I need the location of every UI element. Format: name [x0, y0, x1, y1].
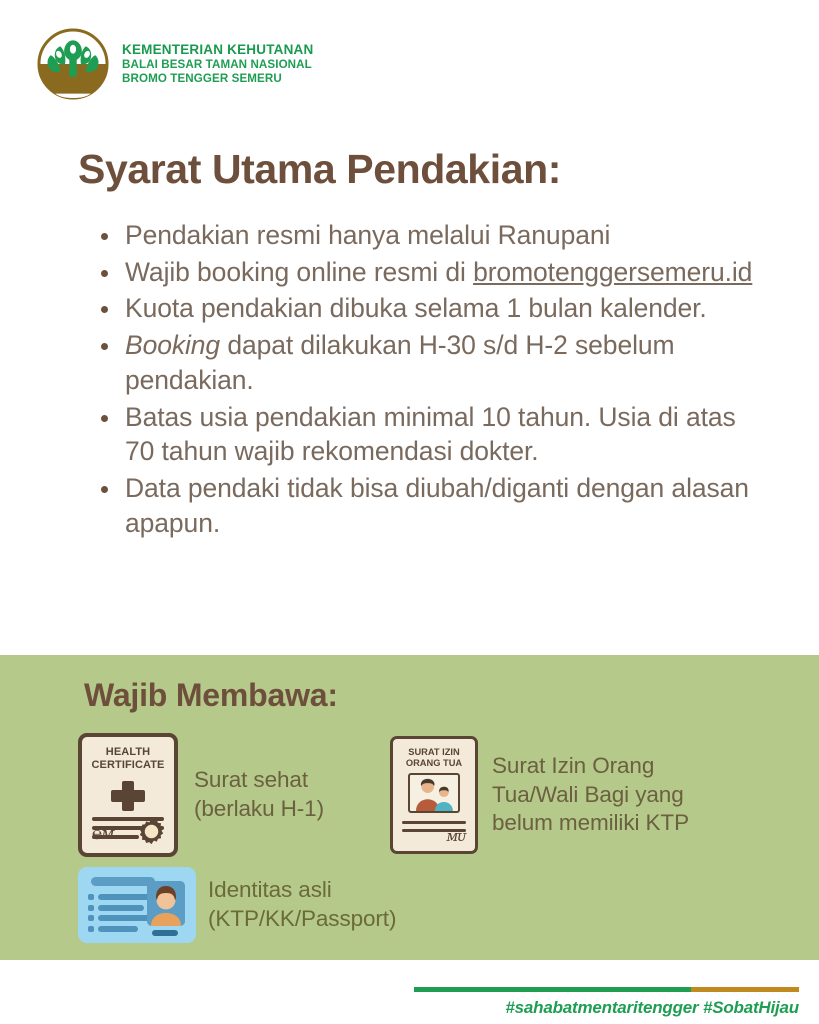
identity-card-label-line2: (KTP/KK/Passport)	[208, 906, 397, 931]
parent-child-photo-icon	[408, 773, 460, 813]
health-certificate-title-line2: CERTIFICATE	[91, 758, 165, 771]
page-title: Syarat Utama Pendakian:	[78, 146, 562, 192]
requirements-list	[95, 218, 755, 542]
footer-divider-bar	[414, 987, 799, 992]
list-item: Batas usia pendakian minimal 10 tahun. Usia di atas 70 tahun wajib rekomendasi dokter.	[95, 400, 755, 469]
health-certificate-label-line1: Surat sehat	[194, 767, 308, 793]
identity-card-label-line1: Identitas asli	[208, 877, 332, 903]
list-item: Data pendaki tidak bisa diubah/diganti dengan alasan apapun.	[95, 471, 755, 540]
id-card-header-bar	[91, 877, 155, 886]
id-card-detail-lines	[88, 894, 150, 936]
bring-item-health-certificate	[78, 733, 324, 857]
id-portrait-photo-icon	[147, 881, 185, 926]
id-card-icon	[78, 867, 196, 943]
header-logo-block	[36, 27, 313, 101]
health-certificate-icon	[78, 733, 178, 857]
bring-item-identity-card	[78, 867, 396, 943]
signature-icon: ℮ᴍ	[92, 824, 114, 844]
signature-icon: ᴍᴜ	[446, 827, 465, 845]
parental-permission-letter-icon	[390, 736, 478, 854]
parental-permission-title-line2: ORANG TUA	[405, 757, 463, 768]
health-certificate-card-title	[82, 746, 174, 771]
parental-permission-label-line1: Surat Izin Orang	[492, 752, 655, 778]
parental-permission-label-line3: belum memiliki KTP	[492, 810, 689, 836]
org-line-1: KEMENTERIAN KEHUTANAN	[122, 41, 314, 57]
footer	[0, 960, 819, 1024]
parental-permission-title-line1: SURAT IZIN	[408, 747, 460, 757]
list-item	[95, 255, 755, 290]
org-name-block	[122, 42, 313, 87]
identity-card-label	[208, 876, 396, 934]
footer-hashtags: #sahabatmentaritengger #SobatHijau	[505, 998, 799, 1017]
bring-section-title: Wajib Membawa:	[84, 677, 338, 713]
list-item-text: Wajib booking online resmi di	[125, 256, 474, 287]
footer-bar-gold-segment	[691, 987, 799, 992]
health-certificate-label-line2: (berlaku H-1)	[194, 796, 324, 821]
list-item: Kuota pendakian dibuka selama 1 bulan kalender.	[95, 291, 755, 326]
parental-permission-card-title	[393, 747, 475, 769]
list-item: Pendakian resmi hanya melalui Ranupani	[95, 218, 755, 253]
seal-stamp-icon	[138, 818, 165, 845]
bring-section	[0, 655, 819, 960]
org-line-2: BALAI BESAR TAMAN NASIONAL	[122, 58, 312, 72]
list-item	[95, 328, 755, 397]
booking-website-link[interactable]: bromotenggersemeru.id	[473, 256, 753, 287]
bring-item-parental-permission	[390, 736, 689, 854]
health-certificate-label	[194, 766, 324, 824]
list-item-text: dapat dilakukan H-30 s/d H-2 sebelum pendakian.	[125, 330, 675, 395]
parental-permission-label	[492, 752, 689, 838]
org-line-3: BROMO TENGGER SEMERU	[122, 72, 282, 86]
tree-emblem-icon	[36, 27, 110, 101]
id-card-footer-bar	[152, 930, 178, 936]
health-certificate-title-line1: HEALTH	[105, 746, 151, 758]
medical-cross-icon	[111, 781, 145, 811]
parental-permission-label-line2: Tua/Wali Bagi yang	[492, 781, 684, 807]
list-item-emphasis: Booking	[125, 330, 221, 361]
footer-bar-green-segment	[414, 987, 691, 992]
